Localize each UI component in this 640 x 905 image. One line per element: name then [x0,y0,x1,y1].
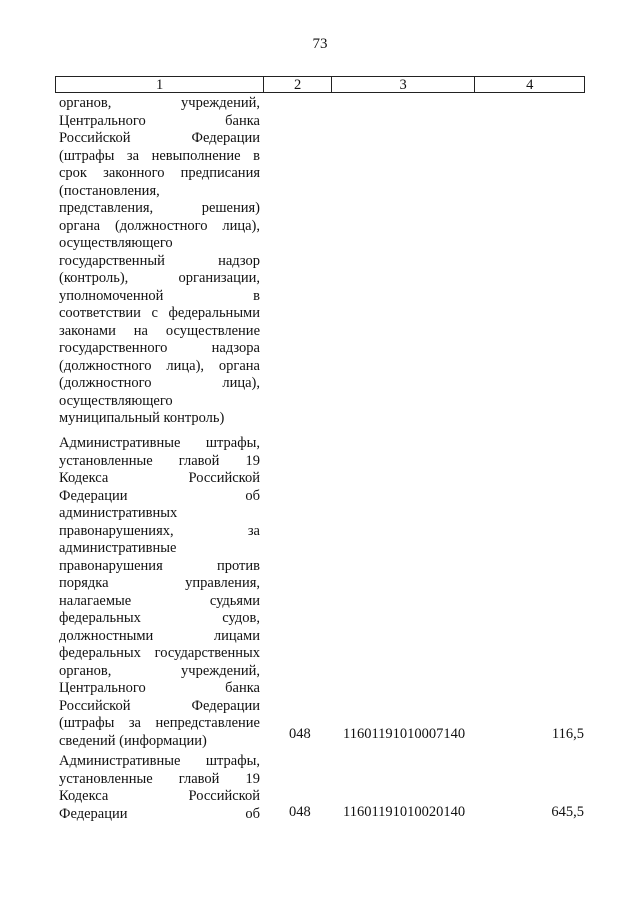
description-line: должностными лицами [59,627,260,644]
description-line: (контроль), организации, [59,270,260,286]
description-line: Кодекса Российской [59,470,260,486]
description-line: Федерации об [59,805,260,822]
description-line: (штрафы за непредставление [59,715,260,731]
description-line: административных [59,505,178,521]
description-line: уполномоченной в [59,287,260,304]
header-col-3: 3 [332,77,475,92]
description-line: Административные штрафы, [59,435,260,451]
description-line: органов, учреждений, [59,95,260,111]
description-line: осуществляющего [59,392,173,409]
description-line: административные [59,540,177,556]
description-line: (должностного лица), [59,375,260,391]
description-line: правонарушениях, за [59,522,260,539]
description-line: государственный надзор [59,252,260,269]
table-cell-sum: 645,5 [551,804,584,820]
description-line: Центрального банка [59,112,260,129]
description-line: правонарушения против [59,557,260,574]
description-line: федеральных судов, [59,610,260,626]
description-line: порядка управления, [59,575,260,591]
description-line: установленные главой 19 [59,452,260,469]
description-line: (должностного лица), органа [59,357,260,374]
table-row-description [59,435,260,750]
description-line: Административные штрафы, [59,753,260,769]
header-col-4: 4 [526,77,534,93]
table-cell-code: 048 [289,726,311,742]
table-row-description [59,753,260,823]
table-header [55,76,585,93]
description-line: органов, учреждений, [59,662,260,679]
table-cell-sum: 116,5 [551,726,584,742]
description-line: федеральных государственных [59,645,260,661]
description-line: сведений (информации) [59,732,207,749]
description-line: (штрафы за невыполнение в [59,147,260,164]
description-line: представления, решения) [59,200,260,216]
description-line: органа (должностного лица), [59,217,260,234]
table-cell-kbk: 11601191010007140 [343,726,466,742]
description-line: государственного надзора [59,340,260,356]
description-line: Российской Федерации [59,130,260,146]
description-line: муниципальный контроль) [59,410,225,426]
table-row-description [59,95,260,428]
description-line: соответствии с федеральными [59,305,260,321]
description-line: осуществляющего [59,235,173,251]
description-line: (постановления, [59,182,160,199]
description-line: Федерации об [59,487,260,504]
description-line: Российской Федерации [59,697,260,714]
description-line: Центрального банка [59,680,260,696]
description-line: срок законного предписания [59,165,260,181]
header-col-1: 1 [56,77,264,92]
description-line: налагаемые судьями [59,592,260,609]
description-line: установленные главой 19 [59,770,260,787]
table-cell-kbk: 11601191010020140 [343,804,466,820]
description-line: Кодекса Российской [59,788,260,804]
header-col-2: 2 [264,77,332,92]
page-number: 73 [312,36,328,52]
description-line: законами на осуществление [59,322,260,339]
table-cell-code: 048 [289,804,311,820]
